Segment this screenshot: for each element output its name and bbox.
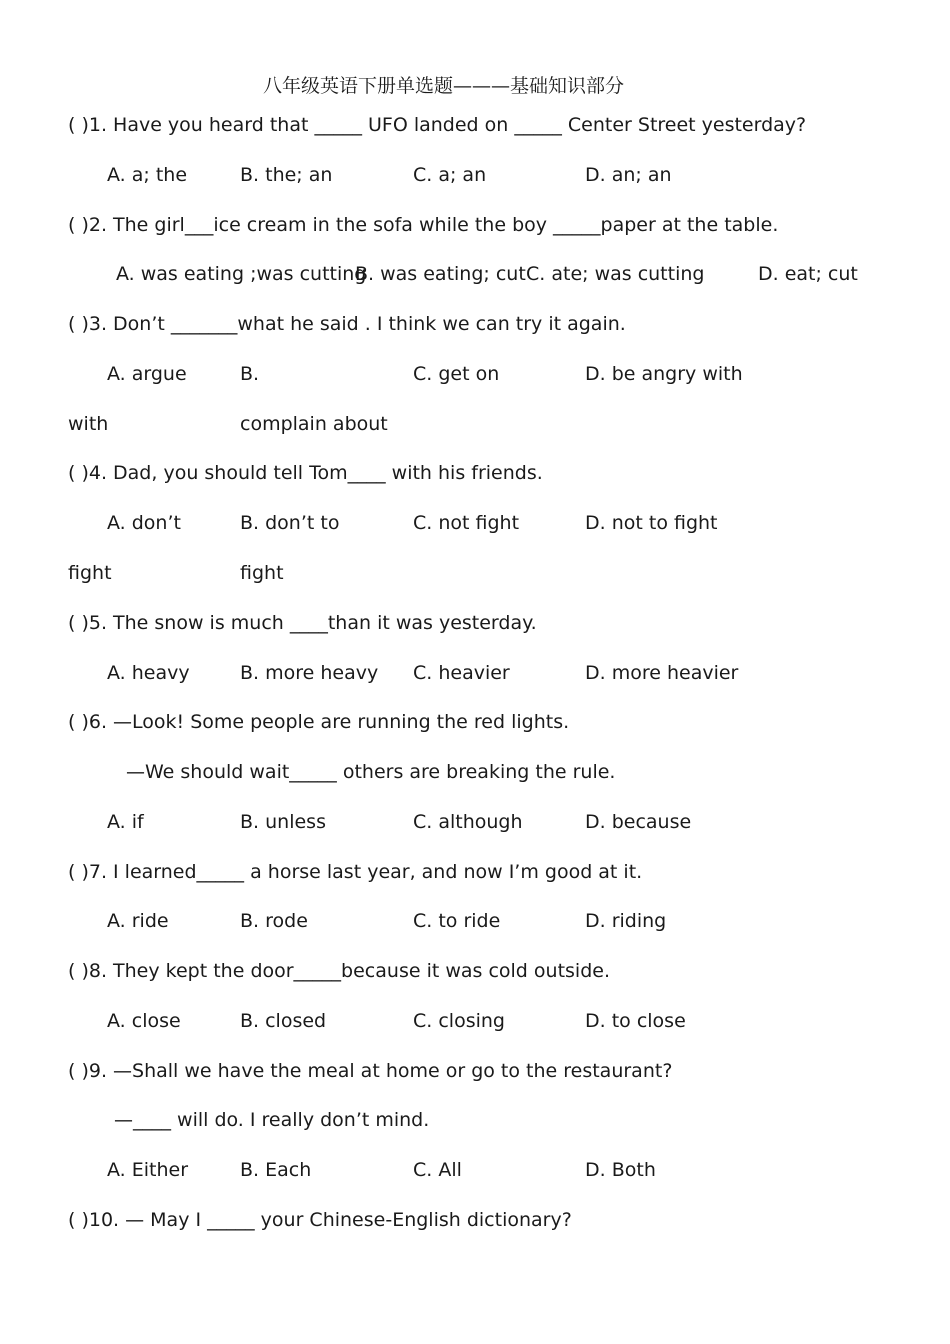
q3-wrap-a: with [68, 413, 109, 435]
q4-option-b: B. don’t to [240, 512, 340, 534]
q6-option-d: D. because [585, 811, 692, 833]
q8-option-b: B. closed [240, 1010, 327, 1032]
q1-option-d: D. an; an [585, 164, 672, 186]
question-9-reply: —____ will do. I really don’t mind. [114, 1109, 430, 1131]
q3-option-c: C. get on [413, 363, 500, 385]
q7-option-a: A. ride [107, 910, 169, 932]
q3-option-a: A. argue [107, 363, 187, 385]
q3-wrap-b: complain about [240, 413, 388, 435]
q8-option-d: D. to close [585, 1010, 686, 1032]
question-9-stem: ( )9. —Shall we have the meal at home or go to the restaurant? [68, 1060, 673, 1082]
page-title: 八年级英语下册单选题———基础知识部分 [263, 75, 625, 97]
q4-wrap-a: fight [68, 562, 112, 584]
q1-option-b: B. the; an [240, 164, 333, 186]
q1-option-a: A. a; the [107, 164, 188, 186]
q1-option-c: C. a; an [413, 164, 487, 186]
q4-option-d: D. not to fight [585, 512, 718, 534]
q5-option-b: B. more heavy [240, 662, 379, 684]
question-8-stem: ( )8. They kept the door_____because it was cold outside. [68, 960, 610, 982]
q5-option-c: C. heavier [413, 662, 510, 684]
q6-option-c: C. although [413, 811, 523, 833]
question-1-stem: ( )1. Have you heard that _____ UFO landed on _____ Center Street yesterday? [68, 114, 807, 136]
q6-option-a: A. if [107, 811, 144, 833]
q8-option-c: C. closing [413, 1010, 505, 1032]
question-3-stem: ( )3. Don’t _______what he said . I think we can try it again. [68, 313, 626, 335]
q2-option-b: B. was eating; cut [355, 263, 526, 285]
question-4-stem: ( )4. Dad, you should tell Tom____ with his friends. [68, 462, 543, 484]
q8-option-a: A. close [107, 1010, 181, 1032]
q9-option-a: A. Either [107, 1159, 189, 1181]
q6-option-b: B. unless [240, 811, 326, 833]
q9-option-c: C. All [413, 1159, 462, 1181]
question-6-reply: —We should wait_____ others are breaking the rule. [126, 761, 616, 783]
q5-option-a: A. heavy [107, 662, 190, 684]
q4-wrap-b: fight [240, 562, 284, 584]
q2-option-d: D. eat; cut [758, 263, 858, 285]
question-2-stem: ( )2. The girl___ice cream in the sofa while the boy _____paper at the table. [68, 214, 779, 236]
q7-option-d: D. riding [585, 910, 667, 932]
q3-option-b: B. [240, 363, 260, 385]
question-5-stem: ( )5. The snow is much ____than it was yesterday. [68, 612, 537, 634]
question-7-stem: ( )7. I learned_____ a horse last year, and now I’m good at it. [68, 861, 643, 883]
q4-option-a: A. don’t [107, 512, 181, 534]
q5-option-d: D. more heavier [585, 662, 739, 684]
q7-option-b: B. rode [240, 910, 308, 932]
question-10-stem: ( )10. — May I _____ your Chinese-English dictionary? [68, 1209, 572, 1231]
q2-option-a: A. was eating ;was cutting [116, 263, 367, 285]
q2-option-c: C. ate; was cutting [526, 263, 705, 285]
q9-option-b: B. Each [240, 1159, 312, 1181]
q9-option-d: D. Both [585, 1159, 656, 1181]
q3-option-d: D. be angry with [585, 363, 743, 385]
q4-option-c: C. not fight [413, 512, 520, 534]
question-6-stem: ( )6. —Look! Some people are running the red lights. [68, 711, 570, 733]
q7-option-c: C. to ride [413, 910, 501, 932]
